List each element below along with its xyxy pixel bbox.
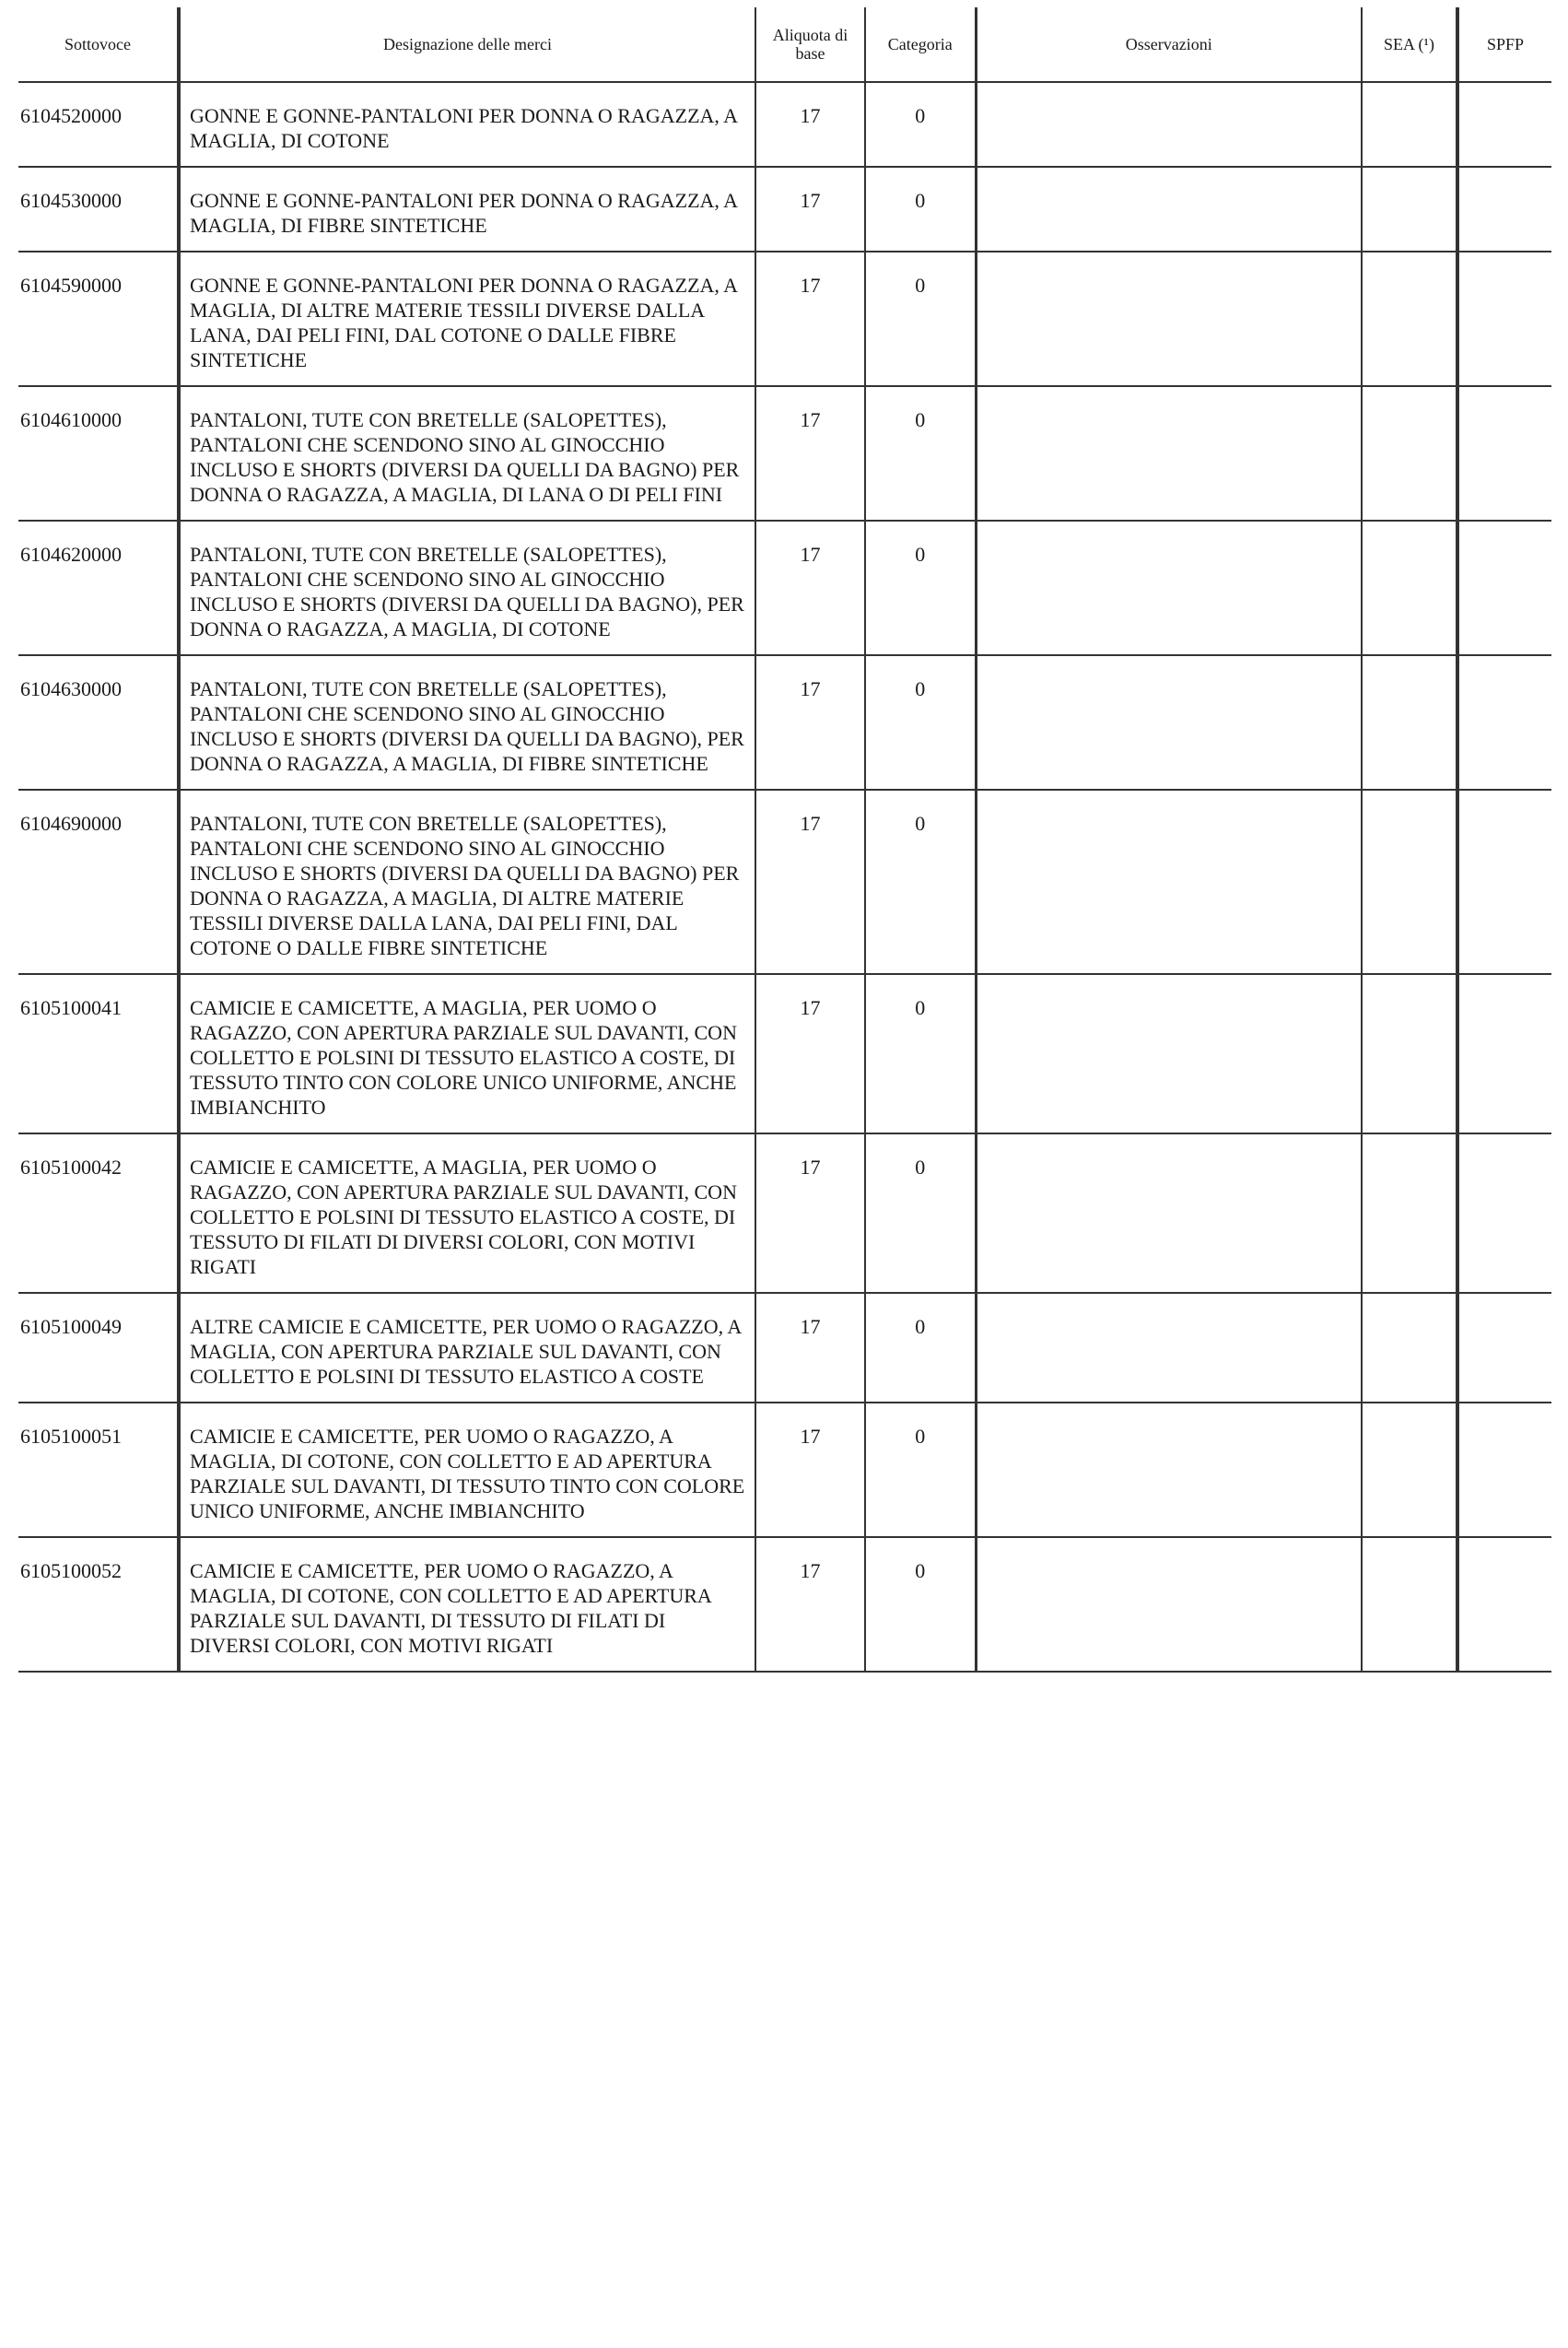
cell-category: 0 xyxy=(865,790,976,974)
cell-notes xyxy=(976,655,1362,790)
cell-sea xyxy=(1362,1403,1457,1537)
cell-sea xyxy=(1362,167,1457,252)
cell-description: ALTRE CAMICIE E CAMICETTE, PER UOMO O RAGAZZO, A MAGLIA, CON APERTURA PARZIALE SUL DAVANTI, CON COLLETTO E POLSINI DI TESSUTO ELASTICO A COSTE xyxy=(179,1293,755,1403)
cell-code: 6104520000 xyxy=(18,82,179,167)
cell-notes xyxy=(976,1293,1362,1403)
cell-category: 0 xyxy=(865,655,976,790)
header-code: Sottovoce xyxy=(18,7,179,82)
cell-notes xyxy=(976,252,1362,386)
cell-spfp xyxy=(1457,167,1551,252)
cell-category: 0 xyxy=(865,1293,976,1403)
table-row xyxy=(18,974,1551,1133)
cell-rate: 17 xyxy=(755,974,865,1133)
table-row xyxy=(18,655,1551,790)
cell-category: 0 xyxy=(865,1403,976,1537)
table-row xyxy=(18,252,1551,386)
cell-code: 6104530000 xyxy=(18,167,179,252)
cell-code: 6105100041 xyxy=(18,974,179,1133)
table-row xyxy=(18,1293,1551,1403)
cell-description: PANTALONI, TUTE CON BRETELLE (SALOPETTES), PANTALONI CHE SCENDONO SINO AL GINOCCHIO INCLUSO E SHORTS (DIVERSI DA QUELLI DA BAGNO) PER DONNA O RAGAZZA, A MAGLIA, DI LANA O DI PELI FINI xyxy=(179,386,755,521)
cell-description: CAMICIE E CAMICETTE, PER UOMO O RAGAZZO, A MAGLIA, DI COTONE, CON COLLETTO E AD APERTURA PARZIALE SUL DAVANTI, DI TESSUTO TINTO CON COLORE UNICO UNIFORME, ANCHE IMBIANCHITO xyxy=(179,1403,755,1537)
cell-code: 6104690000 xyxy=(18,790,179,974)
cell-spfp xyxy=(1457,974,1551,1133)
cell-category: 0 xyxy=(865,1537,976,1672)
cell-sea xyxy=(1362,1133,1457,1293)
cell-spfp xyxy=(1457,790,1551,974)
cell-category: 0 xyxy=(865,974,976,1133)
table-row xyxy=(18,521,1551,655)
cell-description: CAMICIE E CAMICETTE, A MAGLIA, PER UOMO O RAGAZZO, CON APERTURA PARZIALE SUL DAVANTI, CON COLLETTO E POLSINI DI TESSUTO ELASTICO A COSTE, DI TESSUTO TINTO CON COLORE UNICO UNIFORME, ANCHE IMBIANCHITO xyxy=(179,974,755,1133)
cell-description: CAMICIE E CAMICETTE, PER UOMO O RAGAZZO, A MAGLIA, DI COTONE, CON COLLETTO E AD APERTURA PARZIALE SUL DAVANTI, DI TESSUTO DI FILATI DI DIVERSI COLORI, CON MOTIVI RIGATI xyxy=(179,1537,755,1672)
cell-rate: 17 xyxy=(755,521,865,655)
table-row xyxy=(18,1403,1551,1537)
table-row xyxy=(18,386,1551,521)
cell-description: PANTALONI, TUTE CON BRETELLE (SALOPETTES), PANTALONI CHE SCENDONO SINO AL GINOCCHIO INCLUSO E SHORTS (DIVERSI DA QUELLI DA BAGNO) PER DONNA O RAGAZZA, A MAGLIA, DI ALTRE MATERIE TESSILI DIVERSE DALLA LANA, DAI PELI FINI, DAL COTONE O DALLE FIBRE SINTETICHE xyxy=(179,790,755,974)
cell-sea xyxy=(1362,655,1457,790)
cell-spfp xyxy=(1457,1133,1551,1293)
cell-spfp xyxy=(1457,252,1551,386)
cell-category: 0 xyxy=(865,1133,976,1293)
cell-spfp xyxy=(1457,1537,1551,1672)
cell-sea xyxy=(1362,1293,1457,1403)
cell-rate: 17 xyxy=(755,82,865,167)
cell-description: PANTALONI, TUTE CON BRETELLE (SALOPETTES), PANTALONI CHE SCENDONO SINO AL GINOCCHIO INCLUSO E SHORTS (DIVERSI DA QUELLI DA BAGNO), PER DONNA O RAGAZZA, A MAGLIA, DI COTONE xyxy=(179,521,755,655)
cell-spfp xyxy=(1457,386,1551,521)
tariff-table xyxy=(18,7,1551,1673)
cell-code: 6104610000 xyxy=(18,386,179,521)
cell-notes xyxy=(976,82,1362,167)
cell-code: 6105100051 xyxy=(18,1403,179,1537)
cell-spfp xyxy=(1457,1403,1551,1537)
cell-notes xyxy=(976,1537,1362,1672)
cell-sea xyxy=(1362,521,1457,655)
cell-rate: 17 xyxy=(755,1537,865,1672)
cell-notes xyxy=(976,974,1362,1133)
cell-notes xyxy=(976,1133,1362,1293)
cell-spfp xyxy=(1457,521,1551,655)
header-sea: SEA (¹) xyxy=(1362,7,1457,82)
table-row xyxy=(18,167,1551,252)
header-row xyxy=(18,7,1551,82)
cell-rate: 17 xyxy=(755,1133,865,1293)
header-category: Categoria xyxy=(865,7,976,82)
cell-description: CAMICIE E CAMICETTE, A MAGLIA, PER UOMO O RAGAZZO, CON APERTURA PARZIALE SUL DAVANTI, CON COLLETTO E POLSINI DI TESSUTO ELASTICO A COSTE, DI TESSUTO DI FILATI DI DIVERSI COLORI, CON MOTIVI RIGATI xyxy=(179,1133,755,1293)
cell-description: GONNE E GONNE-PANTALONI PER DONNA O RAGAZZA, A MAGLIA, DI ALTRE MATERIE TESSILI DIVERSE DALLA LANA, DAI PELI FINI, DAL COTONE O DALLE FIBRE SINTETICHE xyxy=(179,252,755,386)
cell-sea xyxy=(1362,82,1457,167)
cell-spfp xyxy=(1457,1293,1551,1403)
cell-sea xyxy=(1362,386,1457,521)
cell-sea xyxy=(1362,252,1457,386)
cell-category: 0 xyxy=(865,167,976,252)
cell-rate: 17 xyxy=(755,655,865,790)
header-spfp: SPFP xyxy=(1457,7,1551,82)
cell-rate: 17 xyxy=(755,167,865,252)
cell-spfp xyxy=(1457,655,1551,790)
table-row xyxy=(18,1133,1551,1293)
cell-category: 0 xyxy=(865,82,976,167)
cell-description: PANTALONI, TUTE CON BRETELLE (SALOPETTES), PANTALONI CHE SCENDONO SINO AL GINOCCHIO INCLUSO E SHORTS (DIVERSI DA QUELLI DA BAGNO), PER DONNA O RAGAZZA, A MAGLIA, DI FIBRE SINTETICHE xyxy=(179,655,755,790)
cell-sea xyxy=(1362,974,1457,1133)
table-body xyxy=(18,82,1551,1672)
cell-notes xyxy=(976,167,1362,252)
table-row xyxy=(18,1537,1551,1672)
cell-code: 6105100042 xyxy=(18,1133,179,1293)
cell-sea xyxy=(1362,1537,1457,1672)
cell-description: GONNE E GONNE-PANTALONI PER DONNA O RAGAZZA, A MAGLIA, DI COTONE xyxy=(179,82,755,167)
header-rate: Aliquota di base xyxy=(755,7,865,82)
cell-code: 6104590000 xyxy=(18,252,179,386)
cell-notes xyxy=(976,521,1362,655)
cell-code: 6104620000 xyxy=(18,521,179,655)
cell-rate: 17 xyxy=(755,386,865,521)
cell-sea xyxy=(1362,790,1457,974)
header-notes: Osservazioni xyxy=(976,7,1362,82)
cell-code: 6105100049 xyxy=(18,1293,179,1403)
cell-notes xyxy=(976,790,1362,974)
cell-category: 0 xyxy=(865,386,976,521)
cell-rate: 17 xyxy=(755,790,865,974)
cell-notes xyxy=(976,386,1362,521)
cell-rate: 17 xyxy=(755,1293,865,1403)
cell-rate: 17 xyxy=(755,252,865,386)
table-row xyxy=(18,82,1551,167)
cell-notes xyxy=(976,1403,1362,1537)
cell-category: 0 xyxy=(865,252,976,386)
cell-code: 6105100052 xyxy=(18,1537,179,1672)
cell-code: 6104630000 xyxy=(18,655,179,790)
cell-category: 0 xyxy=(865,521,976,655)
cell-rate: 17 xyxy=(755,1403,865,1537)
header-description: Designazione delle merci xyxy=(179,7,755,82)
table-row xyxy=(18,790,1551,974)
cell-description: GONNE E GONNE-PANTALONI PER DONNA O RAGAZZA, A MAGLIA, DI FIBRE SINTETICHE xyxy=(179,167,755,252)
cell-spfp xyxy=(1457,82,1551,167)
